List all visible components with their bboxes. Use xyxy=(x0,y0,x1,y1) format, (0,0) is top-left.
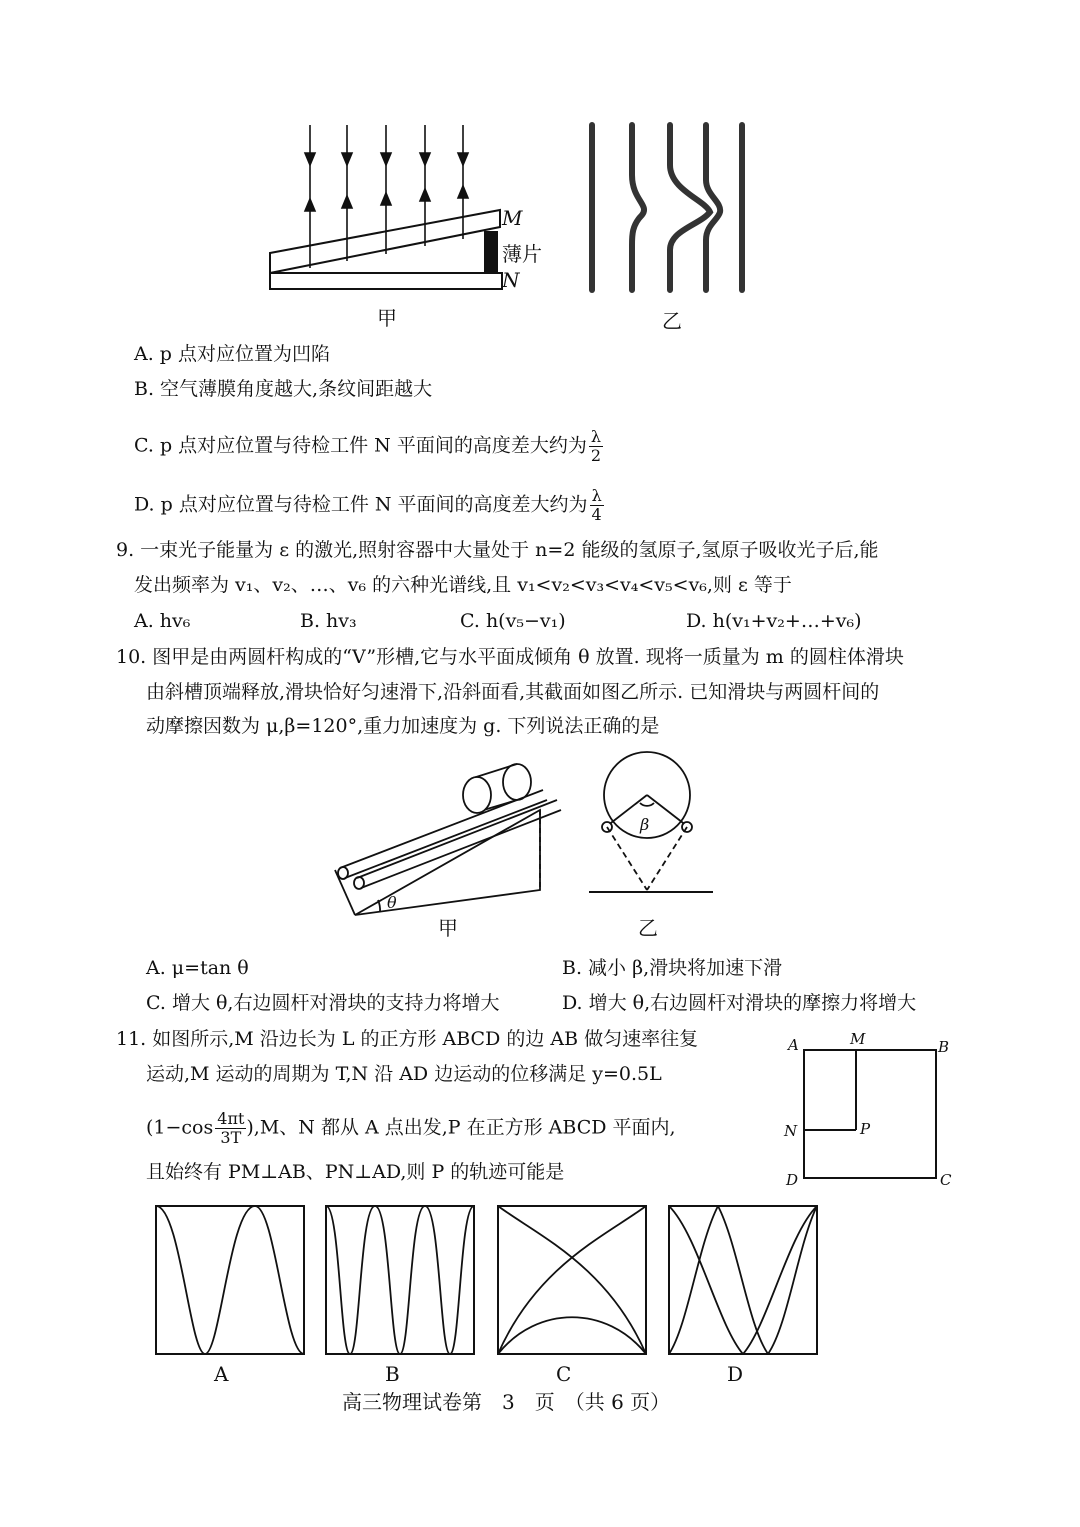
q8-option-d-fraction xyxy=(590,487,604,524)
q10-line3: 动摩擦因数为 μ,β=120°,重力加速度为 g. 下列说法正确的是 xyxy=(146,715,660,737)
figure-cross-section xyxy=(585,750,720,900)
q10-line1: 10. 图甲是由两圆杆构成的“V”形槽,它与水平面成倾角 θ 放置. 现将一质量为 m 的圆柱体滑块 xyxy=(116,646,904,668)
q9-line2: 发出频率为 v₁、v₂、…、v₆ 的六种光谱线,且 v₁<v₂<v₃<v₄<v₅<v₆,则 ε 等于 xyxy=(134,574,792,596)
choice-graph-a xyxy=(155,1205,305,1355)
fig10-yi-caption: 乙 xyxy=(638,916,658,940)
sq-label-N: N xyxy=(784,1122,798,1140)
figure-fringes xyxy=(580,120,760,295)
choice-graph-d xyxy=(668,1205,818,1355)
q11-line4: 且始终有 PM⊥AB、PN⊥AD,则 P 的轨迹可能是 xyxy=(146,1161,565,1183)
q8-option-c-text: C. p 点对应位置与待检工件 N 平面间的高度差大约为 xyxy=(134,434,587,457)
q10-option-c: C. 增大 θ,右边圆杆对滑块的支持力将增大 xyxy=(146,992,500,1014)
plate-N xyxy=(270,273,502,289)
fig10-beta: β xyxy=(640,815,650,834)
sq-label-A: A xyxy=(788,1036,799,1054)
q8-c-num: λ xyxy=(589,428,603,447)
q9-option-a: A. hv₆ xyxy=(134,610,191,632)
q8-option-c xyxy=(134,428,603,465)
figure-jia-caption: 甲 xyxy=(377,306,397,330)
choice-label-a: A xyxy=(214,1362,229,1386)
q8-d-num: λ xyxy=(590,487,604,506)
q8-option-d-text: D. p 点对应位置与待检工件 N 平面间的高度差大约为 xyxy=(134,493,588,516)
sq-label-B: B xyxy=(938,1038,950,1056)
q11-line3-pre: (1−cos xyxy=(146,1116,214,1139)
q8-c-den: 2 xyxy=(590,446,602,465)
choice-label-c: C xyxy=(556,1362,572,1386)
figure-yi-caption: 乙 xyxy=(662,309,682,333)
q11-fraction xyxy=(215,1110,246,1147)
q9-option-c: C. h(v₅−v₁) xyxy=(460,610,566,632)
q8-option-b: B. 空气薄膜角度越大,条纹间距越大 xyxy=(134,378,433,400)
sq-label-C: C xyxy=(940,1171,952,1189)
figure-v-groove xyxy=(325,750,575,920)
label-M: M xyxy=(502,206,523,230)
label-film: 薄片 xyxy=(502,242,542,266)
q11-frac-den: 3T xyxy=(220,1128,242,1147)
choice-graph-b xyxy=(325,1205,475,1355)
choice-label-d: D xyxy=(727,1362,744,1386)
thin-sheet xyxy=(484,231,498,273)
fig10-jia-caption: 甲 xyxy=(438,916,458,940)
q10-option-a: A. μ=tan θ xyxy=(146,957,249,979)
q8-option-d xyxy=(134,487,604,524)
q10-option-d: D. 增大 θ,右边圆杆对滑块的摩擦力将增大 xyxy=(562,992,917,1014)
page-footer: 高三物理试卷第 3 页 （共 6 页） xyxy=(342,1390,671,1414)
q10-line2: 由斜槽顶端释放,滑块恰好匀速滑下,沿斜面看,其截面如图乙所示. 已知滑块与两圆杆间的 xyxy=(146,681,880,703)
q8-option-c-fraction xyxy=(589,428,603,465)
label-N: N xyxy=(502,268,520,292)
q9-line1: 9. 一束光子能量为 ε 的激光,照射容器中大量处于 n=2 能级的氢原子,氢原子吸收光子后,能 xyxy=(116,539,879,561)
q9-option-b: B. hv₃ xyxy=(300,610,357,632)
q10-option-b: B. 减小 β,滑块将加速下滑 xyxy=(562,957,783,979)
q8-option-a: A. p 点对应位置为凹陷 xyxy=(134,343,331,365)
q11-line2: 运动,M 运动的周期为 T,N 沿 AD 边运动的位移满足 y=0.5L xyxy=(146,1063,662,1085)
light-rays xyxy=(305,125,468,268)
sq-label-D: D xyxy=(786,1171,799,1189)
q11-line3 xyxy=(146,1110,676,1147)
choice-graph-c xyxy=(497,1205,647,1355)
sq-label-P: P xyxy=(860,1120,871,1138)
q9-option-d: D. h(v₁+v₂+…+v₆) xyxy=(686,610,862,632)
choice-label-b: B xyxy=(385,1362,400,1386)
q11-line1: 11. 如图所示,M 沿边长为 L 的正方形 ABCD 的边 AB 做匀速率往复 xyxy=(116,1028,699,1050)
sq-label-M: M xyxy=(850,1030,866,1048)
q11-line3-post: ),M、N 都从 A 点出发,P 在正方形 ABCD 平面内, xyxy=(246,1116,676,1139)
fig10-theta: θ xyxy=(387,893,397,912)
figure-square-abcd xyxy=(780,1028,960,1193)
q11-frac-num: 4πt xyxy=(217,1109,245,1128)
plate-M xyxy=(270,210,500,273)
q8-d-den: 4 xyxy=(591,505,602,524)
